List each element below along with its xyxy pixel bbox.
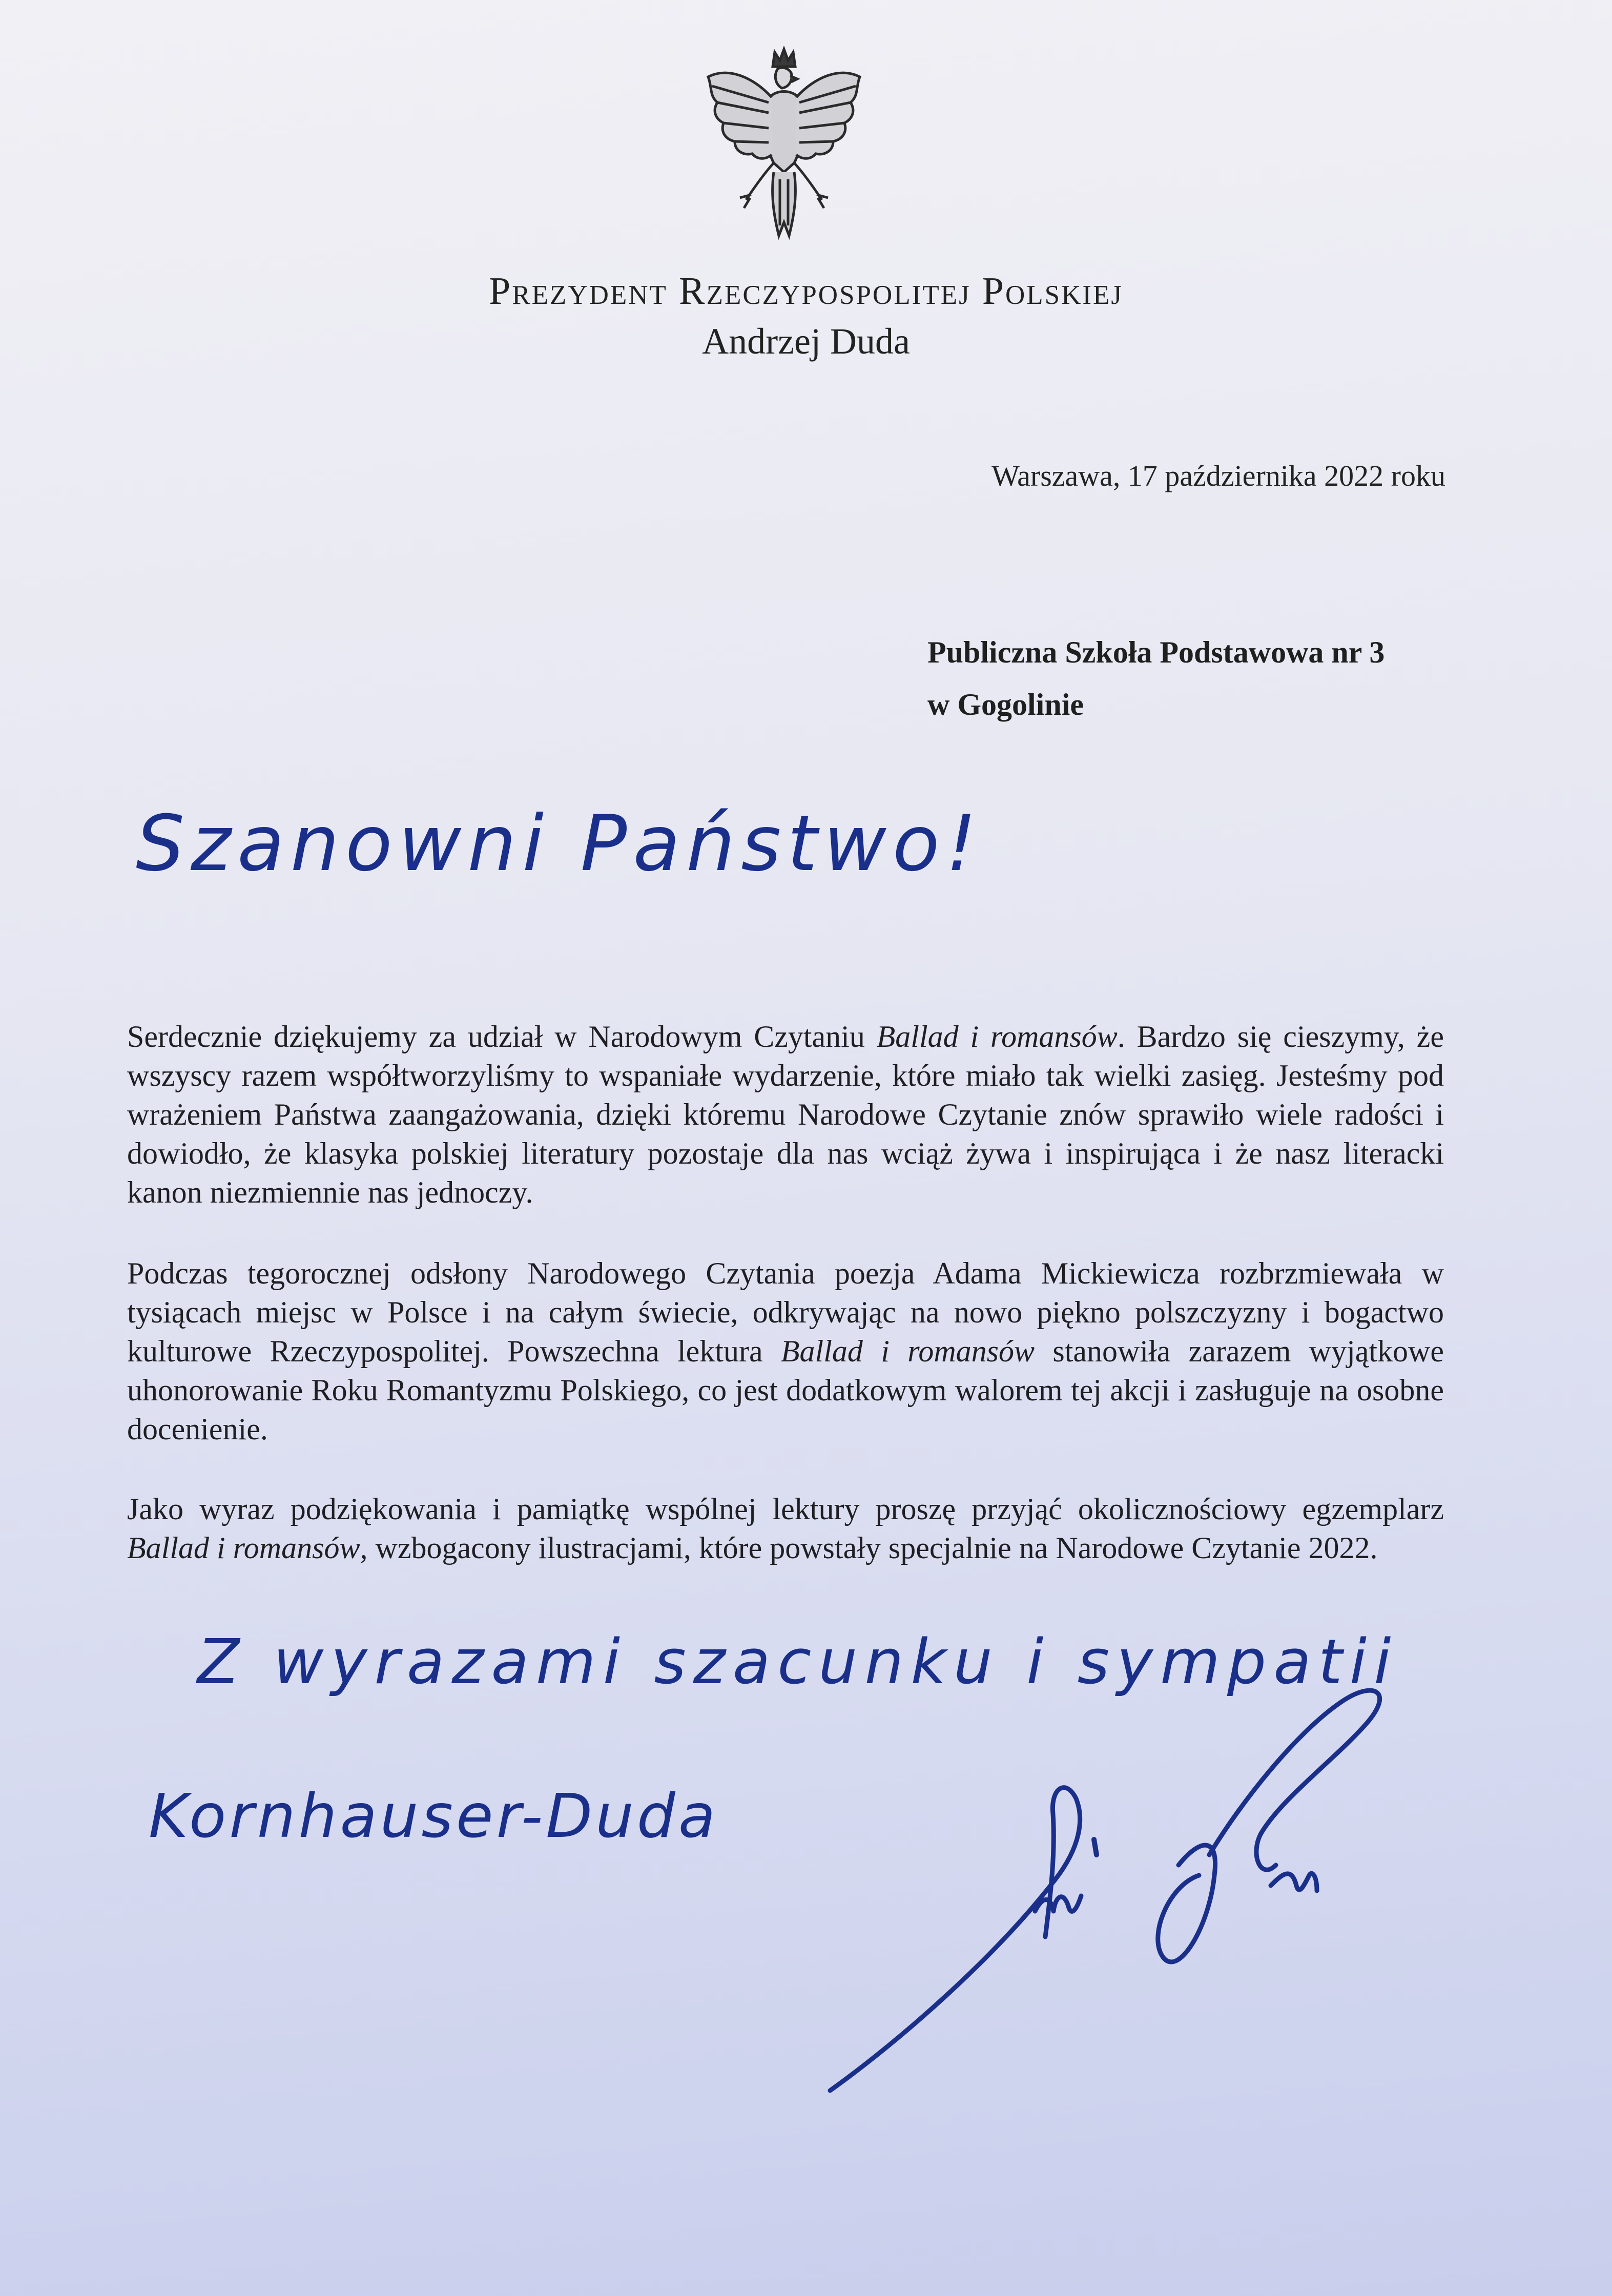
paragraph-2-text-b: stanowiła zarazem wyjątkowe uhonorowanie Roku Romantyzmu Polskiego, co jest dodatkowym walorem tej akcji i zasługuje na osobne docenienie. [127, 1334, 1444, 1446]
paragraph-1-text-a: Serdecznie dziękujemy za udział w Narodowym Czytaniu [127, 1020, 877, 1053]
closing-handwritten: Z wyrazami szacunku i sympatii [197, 1627, 1398, 1698]
paragraph-2-text-a: Podczas tegorocznej odsłony Narodowego Czytania poezja Adama Mickiewicza rozbrzmiewała w tysiącach miejsc w Polsce i na całym świecie, odkrywając na nowo piękno polszczyzny i bogactwo kulturowe Rzeczypospolitej. Powszechna lektura [127, 1256, 1444, 1368]
paragraph-1-title: Ballad i romansów [876, 1020, 1118, 1053]
paragraph-3 [127, 1490, 1444, 1567]
recipient-address [927, 626, 1384, 731]
paragraph-3-text-a: Jako wyraz podziękowania i pamiątkę wspólnej lektury proszę przyjąć okolicznościowy egzemplarz [127, 1492, 1444, 1526]
paragraph-1 [127, 1017, 1444, 1212]
paragraph-2-title: Ballad i romansów [780, 1334, 1035, 1368]
recipient-line-1: Publiczna Szkoła Podstawowa nr 3 [927, 635, 1385, 669]
salutation-handwritten: Szanowni Państwo! [136, 799, 983, 888]
paragraph-3-title: Ballad i romansów [127, 1531, 360, 1565]
eagle-emblem-icon [697, 46, 871, 243]
signature-left-handwritten: Kornhauser-Duda [149, 1781, 719, 1851]
recipient-line-2: w Gogolinie [927, 688, 1084, 721]
president-signature-icon [810, 1670, 1517, 2106]
paragraph-1-text-b: . Bardzo się cieszymy, że wszyscy razem współtworzyliśmy to wspaniałe wydarzenie, które miało tak wielki zasięg. Jesteśmy pod wrażeniem Państwa zaangażowania, dzięki któremu Narodowe Czytanie znów sprawiło wiele radości i dowiodło, że klasyka polskiej literatury pozostaje dla nas wciąż żywa i inspirująca i że nasz literacki kanon niezmiennie nas jednoczy. [127, 1020, 1444, 1209]
paragraph-3-text-b: , wzbogacony ilustracjami, które powstały specjalnie na Narodowe Czytanie 2022. [360, 1531, 1378, 1565]
paragraph-2 [127, 1254, 1444, 1449]
letter-date: Warszawa, 17 października 2022 roku [991, 459, 1445, 492]
header-title: Prezydent Rzeczypospolitej Polskiej [488, 270, 1124, 313]
header-name: Andrzej Duda [702, 321, 910, 362]
